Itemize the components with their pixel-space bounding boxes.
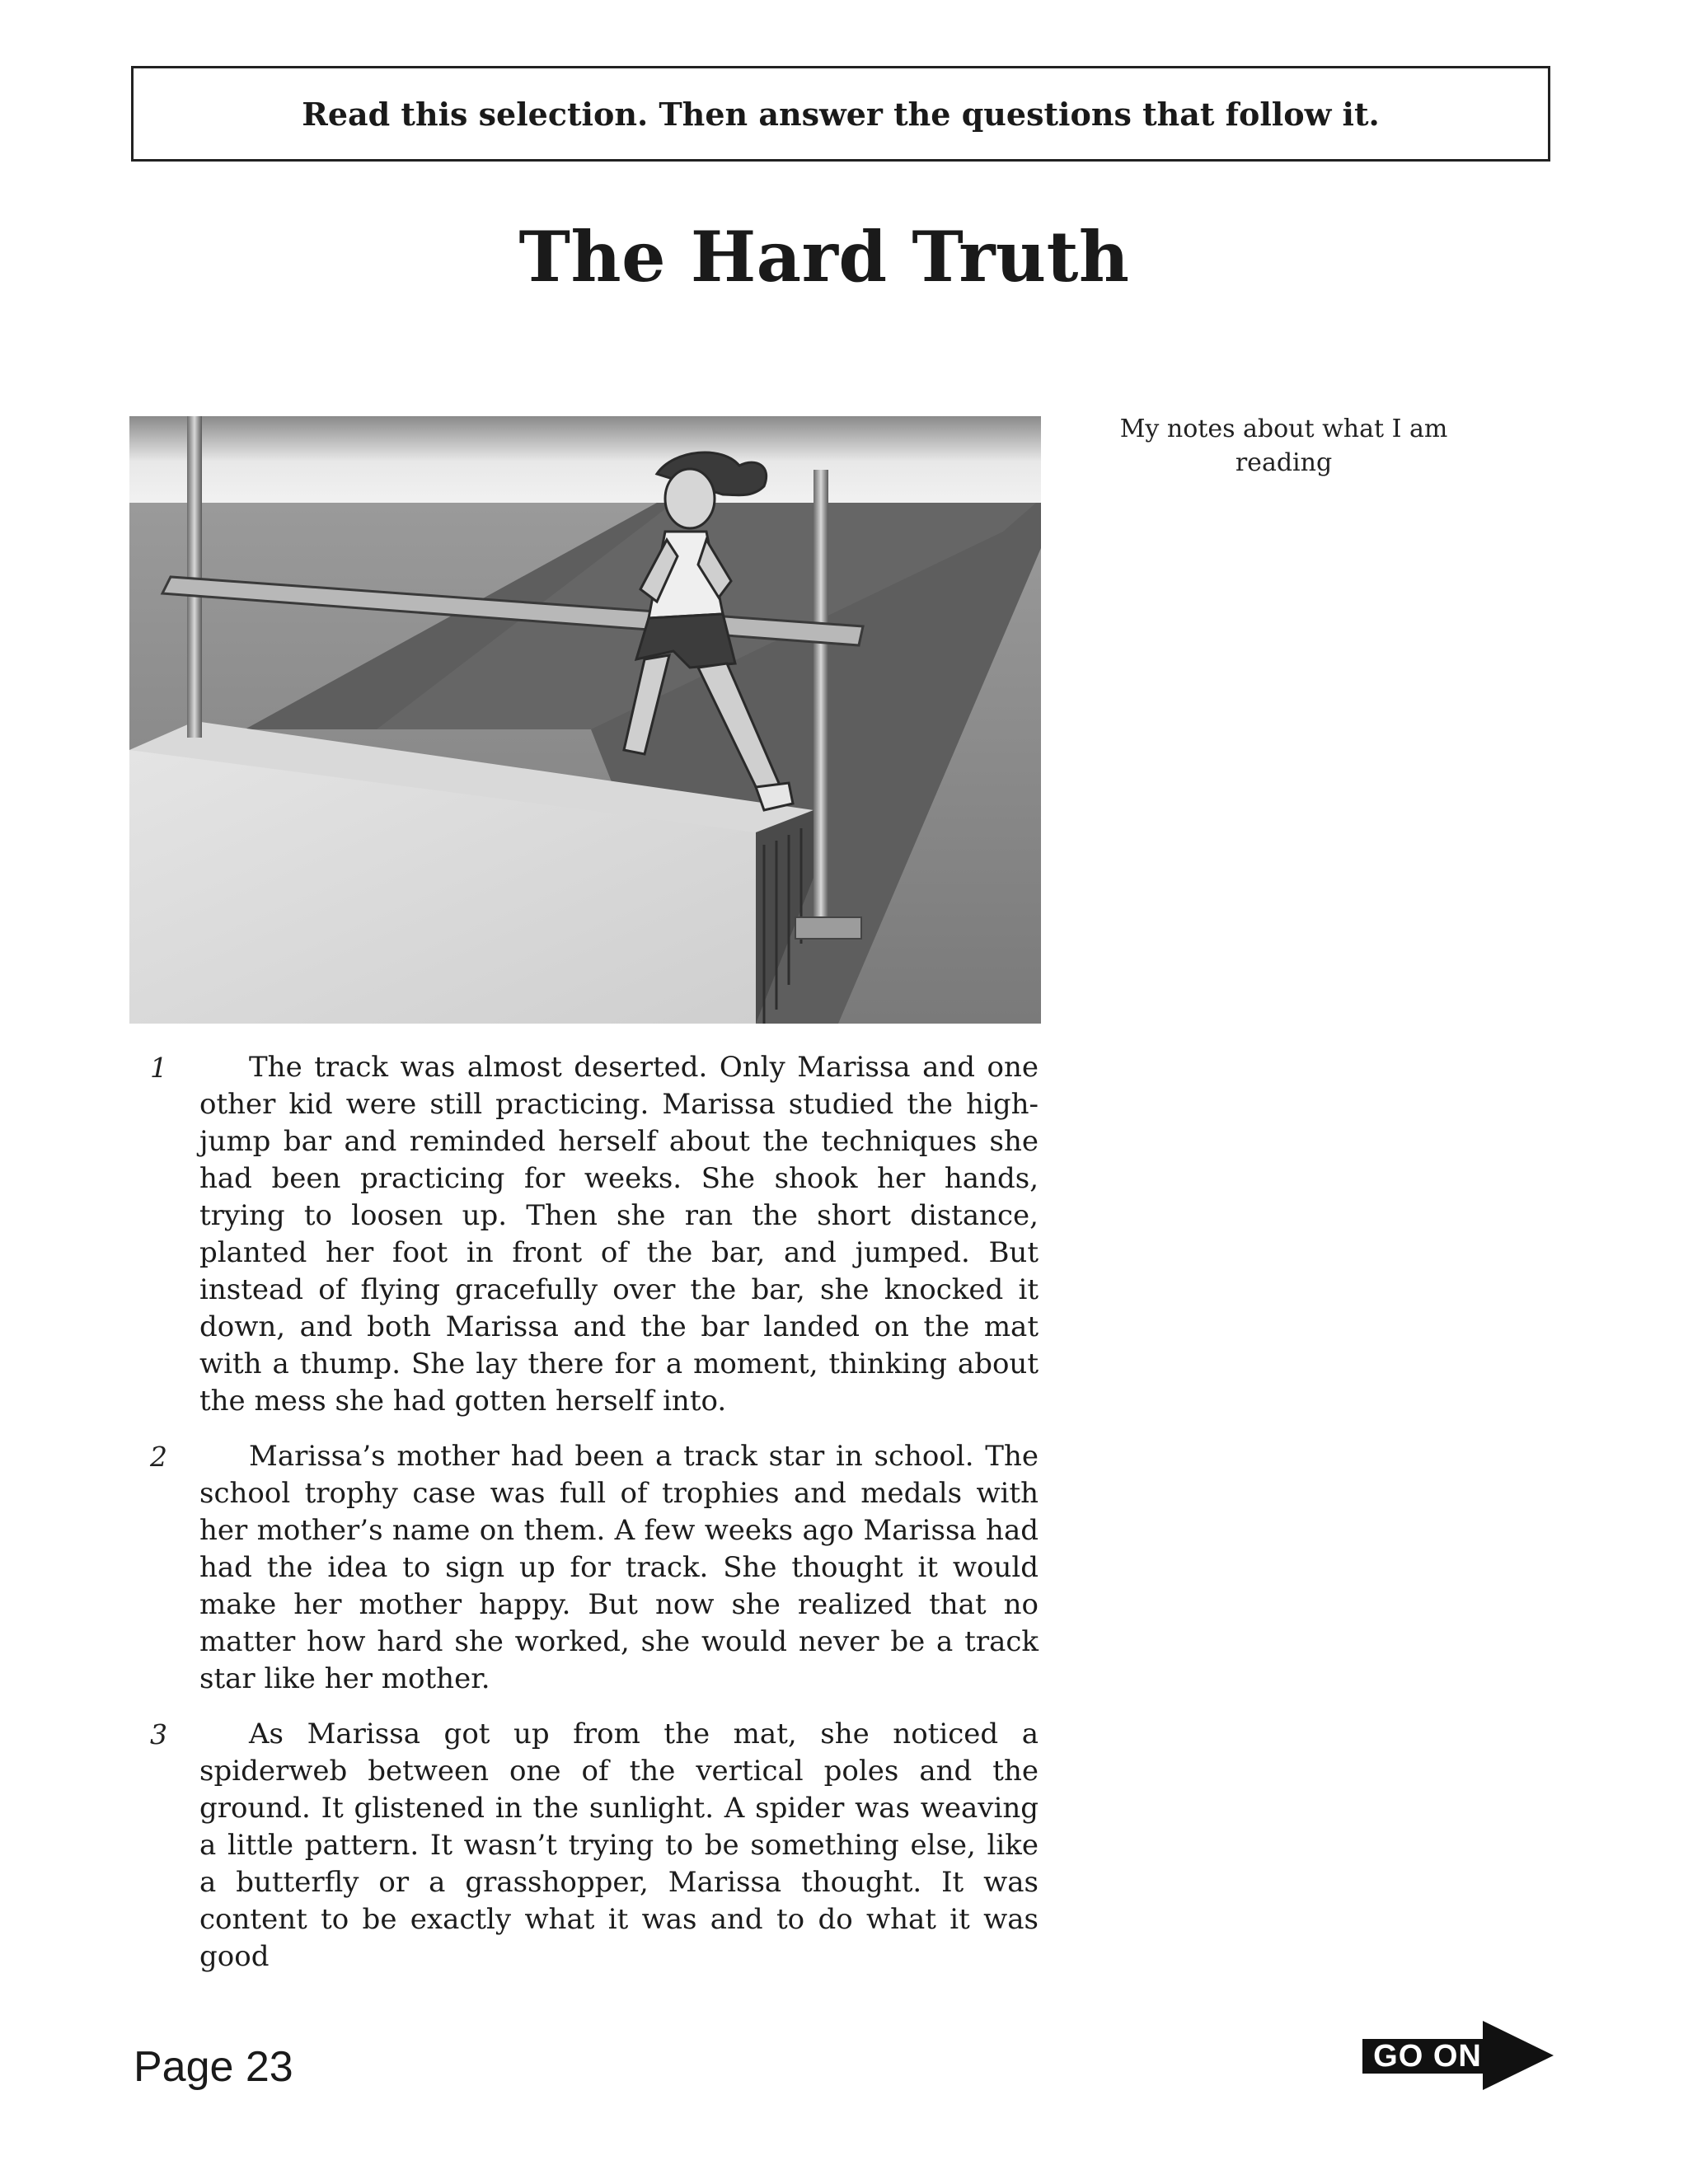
passage-title: The Hard Truth — [518, 216, 1130, 298]
page-number: Page 23 — [134, 2043, 293, 2091]
paragraph-text: As Marissa got up from the mat, she noticed a spiderweb between one of the vertical poles and the ground. It glistened in the sunlight. A spider was weaving a little pattern. It wasn’t trying to be something else, like a butterfly or a grasshopper, Marissa thought. It was content to be exactly what it was and to do what it was good — [199, 1718, 1039, 1973]
paragraph — [140, 1716, 1039, 1975]
notes-label: My notes about what I am reading — [1119, 415, 1448, 477]
go-on-button[interactable] — [1362, 2019, 1555, 2092]
paragraph — [140, 1049, 1039, 1420]
paragraph-text: The track was almost deserted. Only Marissa and one other kid were still practicing. Marissa studied the high-jump bar and reminded herself about the techniques she had been practicing for weeks. She shook her hands, trying to loosen up. Then she ran the short distance, planted her foot in front of the bar, and jumped. But instead of flying gracefully over the bar, she knocked it down, and both Marissa and the bar landed on the mat with a thump. She lay there for a moment, thinking about the mess she had gotten herself into. — [199, 1051, 1039, 1418]
passage-body — [140, 1049, 1039, 1994]
high-jump-illustration-icon — [129, 416, 1041, 1024]
instruction-text: Read this selection. Then answer the questions that follow it. — [302, 95, 1380, 133]
paragraph-text: Marissa’s mother had been a track star in school. The school trophy case was full of trophies and medals with her mother’s name on them. A few weeks ago Marissa had had the idea to sign up for track. She thought it would make her mother happy. But now she realized that no matter how hard she worked, she would never be a track star like her mother. — [199, 1440, 1039, 1695]
paragraph — [140, 1438, 1039, 1698]
go-on-label: GO ON — [1367, 2039, 1488, 2074]
paragraph-number: 1 — [150, 1052, 167, 1084]
paragraph-number: 2 — [150, 1441, 167, 1473]
instruction-box — [131, 66, 1550, 162]
paragraph-number: 3 — [150, 1718, 167, 1750]
